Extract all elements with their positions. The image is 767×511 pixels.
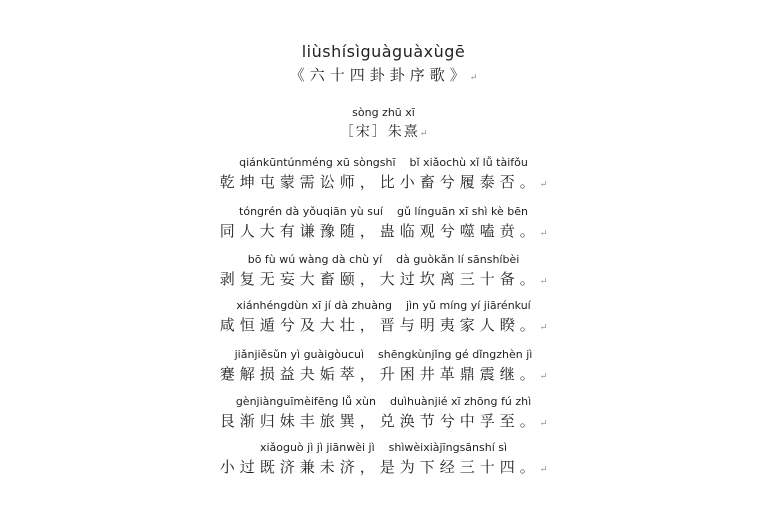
- verse-text: [0, 410, 767, 431]
- author-text: [0, 121, 767, 141]
- verse-text: [0, 314, 767, 335]
- return-mark-icon: ↵: [539, 180, 548, 190]
- return-mark-icon: ↵: [469, 73, 478, 83]
- verse-han: 同人大有谦豫随，蛊临观兮噬嗑贲。: [219, 222, 540, 240]
- verse-han: 蹇解损益夬姤萃，升困井革鼎震继。: [219, 365, 540, 383]
- verse-text: [0, 220, 767, 241]
- verse-han: 小过既济兼未济，是为下经三十四。: [219, 458, 540, 476]
- verse-pinyin: tóngrén dà yǒuqiān yù suí gǔ línguān xī shì kè bēn: [239, 205, 528, 218]
- verse-text: [0, 456, 767, 477]
- verse-pinyin: bō fù wú wàng dà chù yí dà guòkǎn lí sānshíbèi: [247, 253, 520, 266]
- return-mark-icon: ↵: [539, 323, 548, 333]
- verse-pinyin: gènjiànguīmèifēng lǚ xùn duìhuànjié xī zhōng fú zhì: [235, 395, 532, 408]
- verse-pinyin: xiǎoguò jì jì jiānwèi jì shìwèixiàjīngsānshí sì: [259, 441, 508, 454]
- verse-text: [0, 171, 767, 192]
- verse-text: [0, 363, 767, 384]
- verse-pinyin: qiánkūntúnméng xū sòngshī bǐ xiǎochù xǐ lǚ tàifǒu: [239, 156, 528, 169]
- title-pinyin: liùshísìguàguàxùgē: [301, 42, 466, 61]
- return-mark-icon: ↵: [539, 229, 548, 239]
- return-mark-icon: ↵: [419, 129, 428, 139]
- verse-han: 剥复无妄大畜颐，大过坎离三十备。: [219, 270, 540, 288]
- title-text: [0, 64, 767, 85]
- return-mark-icon: ↵: [539, 419, 548, 429]
- verse-han: 咸恒遁兮及大壮，晋与明夷家人睽。: [219, 316, 540, 334]
- verse-han: 乾坤屯蒙需讼师，比小畜兮履泰否。: [219, 173, 540, 191]
- title-han: 《六十四卦卦序歌》: [289, 66, 470, 84]
- verse-han: 艮渐归妹丰旅巽，兑涣节兮中孚至。: [219, 412, 540, 430]
- return-mark-icon: ↵: [539, 372, 548, 382]
- return-mark-icon: ↵: [539, 277, 548, 287]
- verse-pinyin: jiǎnjiěsǔn yì guàigòucuì shēngkùnjǐng gé dǐngzhèn jì: [234, 348, 533, 361]
- verse-pinyin: xiánhéngdùn xī jí dà zhuàng jìn yǔ míng yí jiārénkuí: [236, 299, 531, 312]
- author-han: ［宋］朱熹: [339, 124, 420, 140]
- author-pinyin: sòng zhū xī: [352, 106, 415, 119]
- return-mark-icon: ↵: [539, 465, 548, 475]
- verse-text: [0, 268, 767, 289]
